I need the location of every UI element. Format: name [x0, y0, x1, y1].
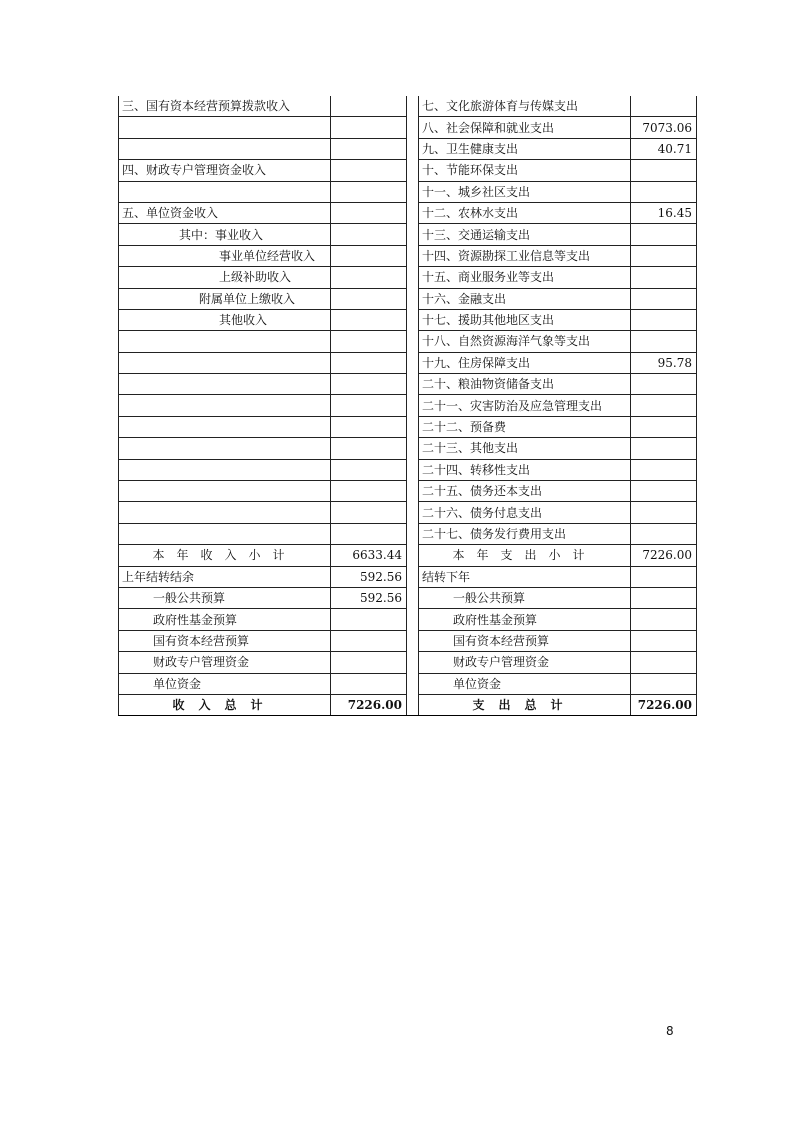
table-row: [119, 309, 697, 330]
expense-value: 95.78: [631, 352, 697, 373]
income-value: [331, 288, 407, 309]
income-value: [331, 267, 407, 288]
column-gap: [407, 309, 419, 330]
income-value: [331, 502, 407, 523]
expense-value: [631, 374, 697, 395]
column-gap: [407, 181, 419, 202]
expense-value: [631, 459, 697, 480]
expense-label: 单位资金: [419, 673, 631, 694]
table-row: [119, 395, 697, 416]
income-value: [331, 652, 407, 673]
expense-value: [631, 267, 697, 288]
income-label: [119, 502, 331, 523]
expense-label: 国有资本经营预算: [419, 630, 631, 651]
table-row: [119, 117, 697, 138]
carry-row: [119, 652, 697, 673]
expense-value: 7226.00: [631, 545, 697, 566]
income-label: [119, 395, 331, 416]
column-gap: [407, 416, 419, 437]
column-gap: [407, 267, 419, 288]
budget-table-body: [119, 96, 697, 716]
income-value: [331, 395, 407, 416]
expense-value: [631, 481, 697, 502]
income-label: [119, 181, 331, 202]
column-gap: [407, 245, 419, 266]
expense-label: 十八、自然资源海洋气象等支出: [419, 331, 631, 352]
income-value: [331, 523, 407, 544]
income-label: [119, 374, 331, 395]
column-gap: [407, 502, 419, 523]
column-gap: [407, 352, 419, 373]
expense-value: 40.71: [631, 138, 697, 159]
expense-value: [631, 523, 697, 544]
income-value: [331, 138, 407, 159]
income-value: [331, 609, 407, 630]
expense-label: 十九、住房保障支出: [419, 352, 631, 373]
income-label: 附属单位上缴收入: [119, 288, 331, 309]
income-value: [331, 459, 407, 480]
table-row: [119, 202, 697, 223]
total-row: [119, 694, 697, 715]
column-gap: [407, 395, 419, 416]
column-gap: [407, 224, 419, 245]
expense-value: [631, 673, 697, 694]
expense-value: [631, 630, 697, 651]
income-label: [119, 331, 331, 352]
expense-label: 十四、资源勘探工业信息等支出: [419, 245, 631, 266]
table-row: [119, 138, 697, 159]
income-label: [119, 138, 331, 159]
income-label: 其他收入: [119, 309, 331, 330]
column-gap: [407, 523, 419, 544]
income-value: [331, 630, 407, 651]
table-row: [119, 288, 697, 309]
expense-value: [631, 566, 697, 587]
expense-value: [631, 652, 697, 673]
income-value: [331, 96, 407, 117]
income-label: [119, 438, 331, 459]
income-value: [331, 331, 407, 352]
column-gap: [407, 331, 419, 352]
income-label: 财政专户管理资金: [119, 652, 331, 673]
expense-value: [631, 438, 697, 459]
column-gap: [407, 673, 419, 694]
budget-table: [118, 96, 697, 716]
table-row: [119, 416, 697, 437]
carry-row: [119, 673, 697, 694]
income-value: [331, 481, 407, 502]
carry-row: [119, 587, 697, 608]
table-row: [119, 374, 697, 395]
income-label: 收入总计: [119, 694, 331, 715]
income-label: 一般公共预算: [119, 587, 331, 608]
income-label: 三、国有资本经营预算拨款收入: [119, 96, 331, 117]
table-row: [119, 523, 697, 544]
expense-label: 二十四、转移性支出: [419, 459, 631, 480]
income-label: 本年收入小计: [119, 545, 331, 566]
expense-label: 十、节能环保支出: [419, 160, 631, 181]
income-value: [331, 202, 407, 223]
column-gap: [407, 374, 419, 395]
expense-label: 七、文化旅游体育与传媒支出: [419, 96, 631, 117]
carry-row: [119, 609, 697, 630]
expense-label: 九、卫生健康支出: [419, 138, 631, 159]
income-label: 上年结转结余: [119, 566, 331, 587]
table-row: [119, 96, 697, 117]
expense-value: [631, 395, 697, 416]
expense-value: [631, 309, 697, 330]
income-value: [331, 309, 407, 330]
income-label: [119, 416, 331, 437]
expense-label: 一般公共预算: [419, 587, 631, 608]
column-gap: [407, 459, 419, 480]
income-value: [331, 224, 407, 245]
expense-value: 16.45: [631, 202, 697, 223]
table-row: [119, 481, 697, 502]
column-gap: [407, 545, 419, 566]
expense-label: 二十五、债务还本支出: [419, 481, 631, 502]
income-label: [119, 117, 331, 138]
expense-label: 二十一、灾害防治及应急管理支出: [419, 395, 631, 416]
income-label: 四、财政专户管理资金收入: [119, 160, 331, 181]
expense-value: [631, 245, 697, 266]
income-label: 事业单位经营收入: [119, 245, 331, 266]
expense-value: [631, 609, 697, 630]
income-value: [331, 352, 407, 373]
expense-label: 财政专户管理资金: [419, 652, 631, 673]
column-gap: [407, 202, 419, 223]
income-label: 政府性基金预算: [119, 609, 331, 630]
column-gap: [407, 630, 419, 651]
table-row: [119, 160, 697, 181]
income-label: [119, 352, 331, 373]
subtotal-row: [119, 545, 697, 566]
table-row: [119, 224, 697, 245]
column-gap: [407, 566, 419, 587]
expense-label: 二十、粮油物资储备支出: [419, 374, 631, 395]
column-gap: [407, 481, 419, 502]
income-value: 6633.44: [331, 545, 407, 566]
expense-label: 结转下年: [419, 566, 631, 587]
expense-label: 十七、援助其他地区支出: [419, 309, 631, 330]
expense-label: 本年支出小计: [419, 545, 631, 566]
income-label: 五、单位资金收入: [119, 202, 331, 223]
expense-value: [631, 160, 697, 181]
column-gap: [407, 96, 419, 117]
income-label: [119, 523, 331, 544]
expense-label: 八、社会保障和就业支出: [419, 117, 631, 138]
expense-value: [631, 502, 697, 523]
column-gap: [407, 117, 419, 138]
expense-label: 十六、金融支出: [419, 288, 631, 309]
expense-value: [631, 288, 697, 309]
column-gap: [407, 438, 419, 459]
income-label: [119, 481, 331, 502]
income-value: [331, 245, 407, 266]
income-value: 7226.00: [331, 694, 407, 715]
column-gap: [407, 160, 419, 181]
income-value: [331, 438, 407, 459]
table-row: [119, 267, 697, 288]
expense-value: [631, 181, 697, 202]
carry-row: [119, 566, 697, 587]
table-row: [119, 245, 697, 266]
income-label: 单位资金: [119, 673, 331, 694]
column-gap: [407, 652, 419, 673]
table-row: [119, 438, 697, 459]
expense-label: 二十六、债务付息支出: [419, 502, 631, 523]
income-label: 上级补助收入: [119, 267, 331, 288]
income-value: [331, 416, 407, 437]
income-label: [119, 459, 331, 480]
expense-value: 7073.06: [631, 117, 697, 138]
expense-label: 政府性基金预算: [419, 609, 631, 630]
column-gap: [407, 694, 419, 715]
expense-label: 十五、商业服务业等支出: [419, 267, 631, 288]
expense-label: 十一、城乡社区支出: [419, 181, 631, 202]
expense-label: 二十七、债务发行费用支出: [419, 523, 631, 544]
income-label: 其中：事业收入: [119, 224, 331, 245]
expense-label: 二十二、预备费: [419, 416, 631, 437]
column-gap: [407, 587, 419, 608]
table-row: [119, 502, 697, 523]
income-value: [331, 117, 407, 138]
expense-value: [631, 331, 697, 352]
table-row: [119, 459, 697, 480]
column-gap: [407, 609, 419, 630]
expense-label: 十二、农林水支出: [419, 202, 631, 223]
column-gap: [407, 288, 419, 309]
page-number: 8: [666, 1024, 674, 1038]
income-label: 国有资本经营预算: [119, 630, 331, 651]
table-row: [119, 331, 697, 352]
income-value: [331, 181, 407, 202]
expense-value: [631, 96, 697, 117]
income-value: [331, 673, 407, 694]
expense-label: 支出总计: [419, 694, 631, 715]
expense-label: 二十三、其他支出: [419, 438, 631, 459]
income-value: 592.56: [331, 587, 407, 608]
expense-value: [631, 416, 697, 437]
income-value: 592.56: [331, 566, 407, 587]
expense-label: 十三、交通运输支出: [419, 224, 631, 245]
carry-row: [119, 630, 697, 651]
income-value: [331, 160, 407, 181]
table-row: [119, 181, 697, 202]
column-gap: [407, 138, 419, 159]
expense-value: [631, 587, 697, 608]
expense-value: 7226.00: [631, 694, 697, 715]
income-value: [331, 374, 407, 395]
table-row: [119, 352, 697, 373]
expense-value: [631, 224, 697, 245]
